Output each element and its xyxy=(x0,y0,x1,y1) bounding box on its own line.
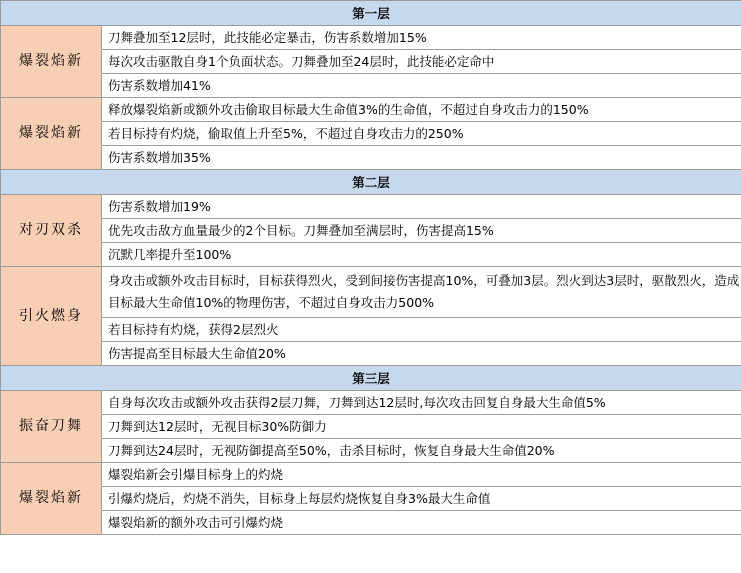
table-row xyxy=(1,98,741,122)
skill-effect: 若目标持有灼烧，偷取值上升至5%，不超过自身攻击力的250% xyxy=(102,122,741,146)
skill-effect: 伤害提高至目标最大生命值20% xyxy=(102,342,741,366)
skill-effect: 引爆灼烧后，灼烧不消失，目标身上每层灼烧恢复自身3%最大生命值 xyxy=(102,487,741,511)
table-row xyxy=(1,146,741,170)
skill-effect: 每次攻击驱散自身1个负面状态。刀舞叠加至24层时，此技能必定命中 xyxy=(102,50,741,74)
skill-effect: 身攻击或额外攻击目标时，目标获得烈火，受到间接伤害提高10%，可叠加3层。烈火到达3层时，驱散烈火，造成目标最大生命值10%的物理伤害，不超过自身攻击力500% xyxy=(102,267,741,318)
table-row xyxy=(1,74,741,98)
skill-effect: 若目标持有灼烧，获得2层烈火 xyxy=(102,318,741,342)
table-row xyxy=(1,439,741,463)
table-row xyxy=(1,391,741,415)
skill-effect: 刀舞到达24层时，无视防御提高至50%，击杀目标时，恢复自身最大生命值20% xyxy=(102,439,741,463)
table-row xyxy=(1,26,741,50)
skill-effect: 自身每次攻击或额外攻击获得2层刀舞，刀舞到达12层时,每次攻击回复自身最大生命值5% xyxy=(102,391,741,415)
table-row xyxy=(1,267,741,318)
table-row xyxy=(1,195,741,219)
skill-name-cell: 爆裂焰新 xyxy=(1,98,102,170)
tier-header-row xyxy=(1,366,741,391)
skill-effect: 释放爆裂焰新或额外攻击偷取目标最大生命值3%的生命值，不超过自身攻击力的150% xyxy=(102,98,741,122)
table-row xyxy=(1,243,741,267)
skill-name-cell: 爆裂焰新 xyxy=(1,463,102,535)
tier-title: 第二层 xyxy=(1,170,741,195)
tier-header-row xyxy=(1,1,741,26)
skill-effect: 刀舞叠加至12层时，此技能必定暴击，伤害系数增加15% xyxy=(102,26,741,50)
skill-effect: 爆裂焰新的额外攻击可引爆灼烧 xyxy=(102,511,741,535)
skill-effect: 优先攻击敌方血量最少的2个目标。刀舞叠加至满层时，伤害提高15% xyxy=(102,219,741,243)
skill-effect: 伤害系数增加35% xyxy=(102,146,741,170)
table-row xyxy=(1,415,741,439)
tier-title: 第一层 xyxy=(1,1,741,26)
table-row xyxy=(1,122,741,146)
table-row xyxy=(1,511,741,535)
skill-effect: 刀舞到达12层时，无视目标30%防御力 xyxy=(102,415,741,439)
skill-name-cell: 爆裂焰新 xyxy=(1,26,102,98)
table-row xyxy=(1,342,741,366)
skill-effect: 爆裂焰新会引爆目标身上的灼烧 xyxy=(102,463,741,487)
table-row xyxy=(1,219,741,243)
table-row xyxy=(1,50,741,74)
table-row xyxy=(1,487,741,511)
table-row xyxy=(1,318,741,342)
tier-header-row xyxy=(1,170,741,195)
skill-effect: 伤害系数增加19% xyxy=(102,195,741,219)
tier-title: 第三层 xyxy=(1,366,741,391)
skill-name-cell: 振奋刀舞 xyxy=(1,391,102,463)
skill-name-cell: 引火燃身 xyxy=(1,267,102,366)
skill-name-cell: 对刃双杀 xyxy=(1,195,102,267)
skill-effect: 沉默几率提升至100% xyxy=(102,243,741,267)
skill-effect: 伤害系数增加41% xyxy=(102,74,741,98)
table-row xyxy=(1,463,741,487)
